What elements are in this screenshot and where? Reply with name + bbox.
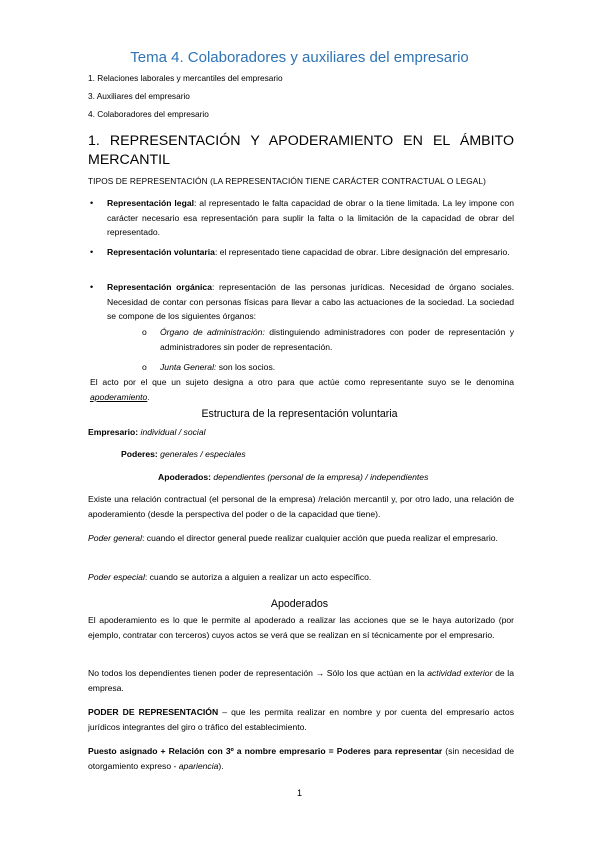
empresario-label: Empresario:: [88, 427, 139, 437]
poder-general-paragraph: [88, 531, 514, 546]
apoderados-label: Apoderados:: [158, 472, 211, 482]
section-heading: 1. REPRESENTACIÓN Y APODERAMIENTO EN EL ÁMBITO: [88, 133, 514, 149]
bullet-paragraph: [107, 196, 514, 240]
formula-bold: Puesto asignado + Relación con 3º a nombre empresario = Poderes para representar: [88, 746, 443, 756]
sub-bullet-icon: o: [142, 362, 147, 372]
bullet-icon: •: [90, 282, 94, 292]
poder-especial-paragraph: [88, 570, 514, 585]
sub-bullet-text: distinguiendo administradores con poder de representación y administradores sin poder de representación.: [160, 327, 514, 352]
arrow-icon: →: [315, 668, 325, 678]
poder-general-term: Poder general: [88, 533, 142, 543]
apariencia-term: apariencia: [178, 760, 219, 771]
bullet-text: : representación de las personas jurídicas. Necesidad de órgano sociales. Necesidad de contar con personas físicas para llevar a cabo las actuaciones de la sociedad. La sociedad se compone de los siguientes órganos:: [107, 282, 514, 322]
sub-bullet-term: Junta General:: [160, 362, 217, 372]
section-heading-cont: MERCANTIL: [88, 152, 170, 168]
estructura-heading: Estructura de la representación voluntaria: [201, 408, 398, 420]
poder-especial-text: : cuando se autoriza a alguien a realizar un acto específico.: [144, 572, 372, 582]
apoderamiento-paragraph: [90, 375, 514, 404]
bullet-icon: •: [90, 198, 94, 208]
apoderados-paragraph: El apoderamiento es lo que le permite al apoderado a realizar las acciones que se le haya autorizado (por ejemplo, contratar con terceros) cuyos actos se verá que se realizan en sí técnicamente por el empresario.: [88, 615, 514, 640]
formula-text: (sin necesidad de otorgamiento expreso -: [88, 746, 515, 771]
sub-bullet-paragraph: [160, 360, 514, 375]
dependientes-text: de la empresa.: [88, 668, 514, 693]
poderes-value: generales / especiales: [157, 449, 246, 459]
punctuation: .: [147, 391, 150, 402]
apoderados-heading: Apoderados: [270, 598, 329, 610]
relacion-paragraph: Existe una relación contractual (el personal de la empresa) /relación mercantil y, por otro lado, una relación de apoderamiento (desde la perspectiva del poder o de la capacidad que tiene).: [88, 494, 514, 519]
bullet-term: Representación voluntaria: [107, 247, 215, 257]
toc-item: 1. Relaciones laborales y mercantiles del empresario: [88, 73, 283, 83]
empresario-line: [88, 427, 206, 437]
formula-paragraph: [88, 744, 514, 773]
sub-bullet-icon: o: [142, 327, 147, 337]
empresario-value: individual / social: [138, 427, 206, 437]
toc-item: 4. Colaboradores del empresario: [88, 109, 209, 119]
dependientes-text: Sólo los que actúan en la: [324, 668, 428, 678]
poder-especial-term: Poder especial: [88, 572, 145, 582]
poder-representacion-label: PODER DE REPRESENTACIÓN: [88, 707, 219, 717]
apoderados-value: dependientes (personal de la empresa) / independientes: [211, 472, 429, 482]
toc-item: 3. Auxiliares del empresario: [88, 91, 190, 101]
apoderamiento-term: apoderamiento: [90, 391, 148, 402]
bullet-paragraph: [107, 280, 514, 324]
document-title: Tema 4. Colaboradores y auxiliares del empresario: [130, 49, 469, 66]
bullet-paragraph: [107, 245, 514, 260]
apoderados-line: [158, 472, 428, 482]
apoderamiento-text: El acto por el que un sujeto designa a otro para que actúe como representante suyo se le denomina: [90, 377, 514, 387]
subheading: TIPOS DE REPRESENTACIÓN (LA REPRESENTACIÓN TIENE CARÁCTER CONTRACTUAL O LEGAL): [88, 176, 486, 186]
bullet-icon: •: [90, 247, 94, 257]
page-number: 1: [296, 788, 302, 798]
sub-bullet-paragraph: [160, 325, 514, 354]
bullet-term: Representación legal: [107, 198, 194, 208]
bullet-text: : al representado le falta capacidad de obrar o la tiene limitada. La ley impone con carácter necesario esa representación para suplir la falta o la limitación de la capacidad de obrar del representado.: [107, 198, 514, 238]
poder-representacion-paragraph: [88, 705, 514, 734]
dependientes-text: No todos los dependientes tienen poder de representación: [88, 668, 316, 678]
bullet-text: : el representado tiene capacidad de obrar. Libre designación del empresario.: [214, 247, 510, 257]
dependientes-paragraph: [88, 666, 514, 695]
poder-representacion-text: – que les permita realizar en nombre y por cuenta del empresario actos jurídicos integrantes del giro o tráfico del establecimiento.: [88, 707, 514, 732]
sub-bullet-text: son los socios.: [216, 362, 276, 372]
poderes-label: Poderes:: [121, 449, 158, 459]
poderes-line: [121, 449, 246, 459]
actividad-exterior-term: actividad exterior: [427, 668, 493, 678]
bullet-term: Representación orgánica: [107, 282, 212, 292]
formula-text: ).: [218, 760, 224, 771]
poder-general-text: : cuando el director general puede realizar cualquier acción que pueda realizar el empresario.: [142, 533, 498, 543]
sub-bullet-term: Órgano de administración:: [160, 327, 265, 337]
